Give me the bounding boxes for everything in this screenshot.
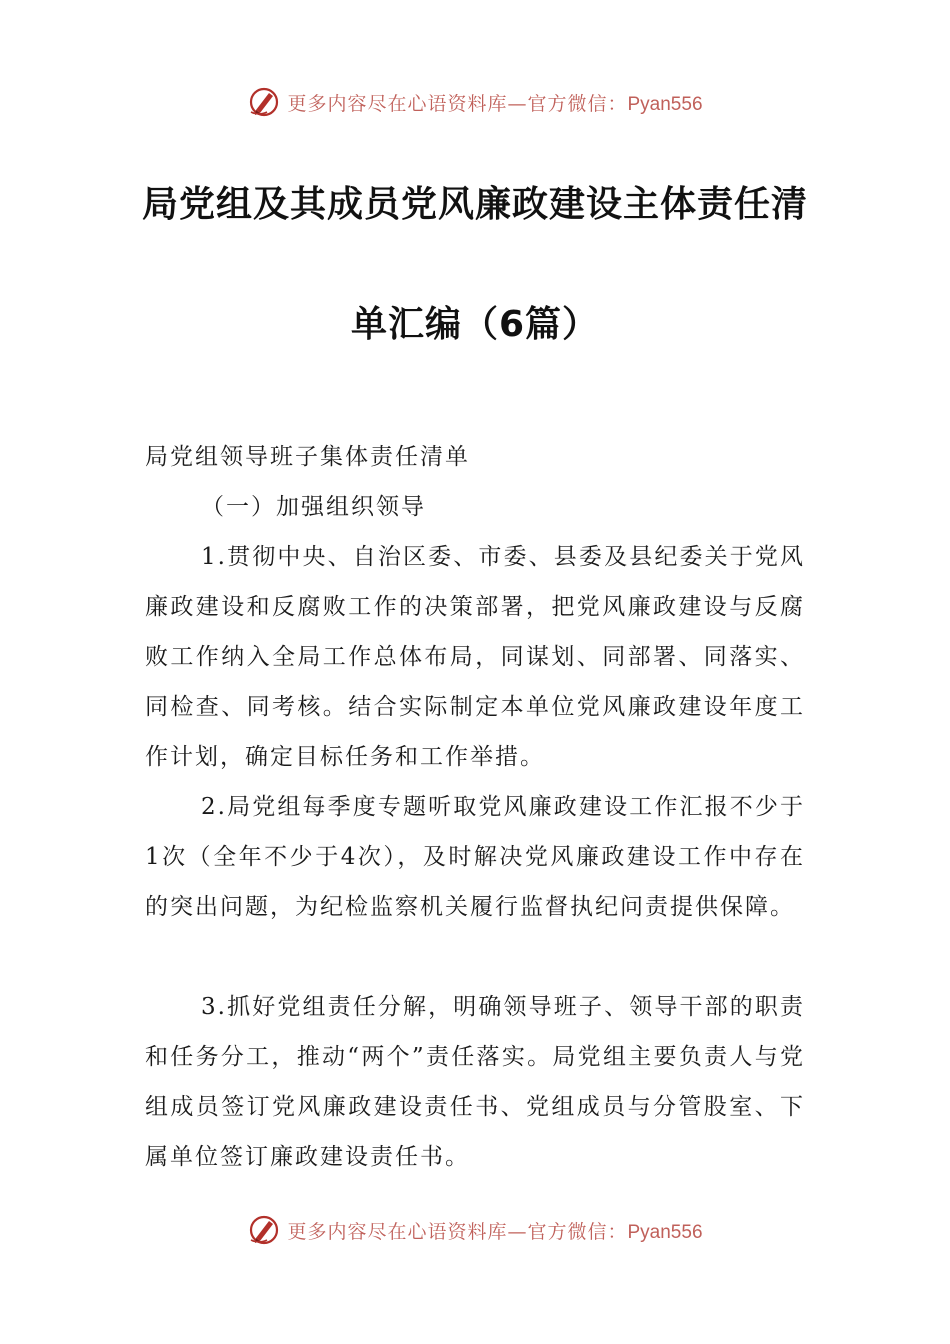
paragraph-2: 2.局党组每季度专题听取党风廉政建设工作汇报不少于1次（全年不少于4次），及时解决党风廉政建设工作中存在的突出问题，为纪检监察机关履行监督执纪问责提供保障。 xyxy=(145,794,805,920)
banner-text-cn: 更多内容尽在心语资料库—官方微信： xyxy=(287,92,628,115)
banner-text xyxy=(287,1217,702,1244)
paragraph-3: 3.抓好党组责任分解，明确领导班子、领导干部的职责和任务分工，推动“两个”责任落实。局党组主要负责人与党组成员签订党风廉政建设责任书、党组成员与分管股室、下属单位签订廉政建设责任书。 xyxy=(145,994,805,1170)
footer-banner xyxy=(0,1210,950,1250)
header-banner xyxy=(0,82,950,122)
section-label: 局党组领导班子集体责任清单 xyxy=(145,444,470,470)
paragraph-1: 1.贯彻中央、自治区委、市委、县委及县纪委关于党风廉政建设和反腐败工作的决策部署，把党风廉政建设与反腐败工作纳入全局工作总体布局，同谋划、同部署、同落实、同检查、同考核。结合实际制定本单位党风廉政建设年度工作计划，确定目标任务和工作举措。 xyxy=(145,544,805,770)
banner-wechat-id: Pyan556 xyxy=(627,1221,703,1243)
banner-text xyxy=(287,89,702,116)
pen-logo-icon xyxy=(247,1213,281,1247)
document-title-line-1: 局党组及其成员党风廉政建设主体责任清 xyxy=(141,184,808,225)
banner-text-cn: 更多内容尽在心语资料库—官方微信： xyxy=(287,1220,628,1243)
pen-logo-icon xyxy=(247,85,281,119)
subheading: （一）加强组织领导 xyxy=(201,494,426,520)
banner-wechat-id: Pyan556 xyxy=(627,93,703,115)
document-title-line-2: 单汇编（6篇） xyxy=(350,304,600,345)
